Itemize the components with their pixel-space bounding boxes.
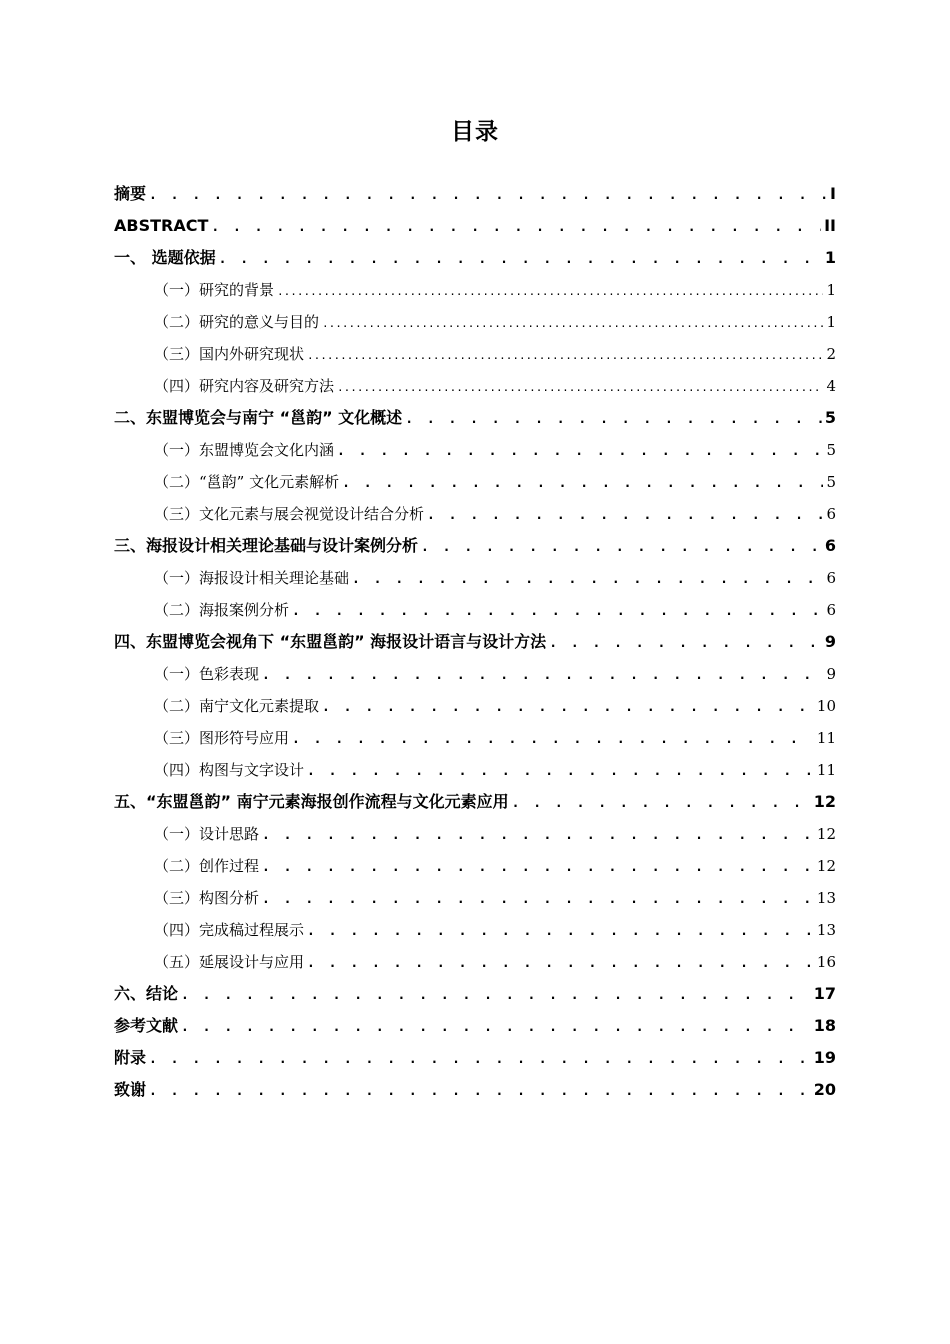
toc-entry-page-number: 5 <box>824 408 836 427</box>
toc-entry-page-number: 2 <box>826 345 836 363</box>
toc-entry-label: ABSTRACT <box>114 216 209 235</box>
toc-entry-page-number: 12 <box>816 825 836 843</box>
toc-entry-page-number: 6 <box>824 536 836 555</box>
toc-entry-label: （一）设计思路 <box>154 825 260 843</box>
toc-entry-label: 参考文献 <box>114 1016 179 1035</box>
toc-entry-page-number: 6 <box>826 569 836 587</box>
toc-entry-label: （二）“邕韵” 文化元素解析 <box>154 473 340 491</box>
toc-entry-leader <box>262 884 814 914</box>
toc-entry-leader <box>292 596 823 626</box>
toc-entry-label: （四）构图与文字设计 <box>154 761 305 779</box>
toc-entry-label: （五）延展设计与应用 <box>154 953 305 971</box>
toc-entry-leader <box>211 212 821 242</box>
toc-entry-label: 附录 <box>114 1048 147 1067</box>
toc-entry-label: （二）海报案例分析 <box>154 601 290 619</box>
toc-entry-label: 三、海报设计相关理论基础与设计案例分析 <box>114 536 419 555</box>
toc-entry-leader <box>352 564 823 594</box>
toc-entry-page-number: 5 <box>826 473 836 491</box>
toc-entry-label: （一）色彩表现 <box>154 665 260 683</box>
toc-entry-leader <box>262 852 814 882</box>
toc-entry-leader <box>342 468 823 498</box>
toc-entry[interactable] <box>114 818 836 850</box>
toc-entry-label: 六、结论 <box>114 984 179 1003</box>
toc-entry-leader <box>421 532 822 562</box>
toc-entry-page-number: 6 <box>826 505 836 523</box>
toc-entry-leader <box>307 340 823 370</box>
toc-entry-page-number: I <box>830 184 836 203</box>
toc-entry-label: 二、东盟博览会与南宁 “邕韵” 文化概述 <box>114 408 403 427</box>
toc-entry-page-number: 9 <box>824 632 836 651</box>
toc-entry-page-number: 20 <box>813 1080 836 1099</box>
toc-entry-leader <box>149 180 827 210</box>
toc-entry[interactable] <box>114 242 836 274</box>
toc-entry-leader <box>549 628 822 658</box>
toc-entry-page-number: 11 <box>816 729 836 747</box>
toc-entry-page-number: 6 <box>826 601 836 619</box>
toc-entry[interactable] <box>114 626 836 658</box>
toc-entry-label: （一）东盟博览会文化内涵 <box>154 441 335 459</box>
toc-entry-label: （三）构图分析 <box>154 889 260 907</box>
toc-entry[interactable] <box>114 370 836 402</box>
toc-entry[interactable] <box>114 498 836 530</box>
toc-entry-page-number: 18 <box>813 1016 836 1035</box>
toc-entry-label: （一）海报设计相关理论基础 <box>154 569 350 587</box>
toc-entry-page-number: 19 <box>813 1048 836 1067</box>
toc-title: 目录 <box>451 119 499 145</box>
toc-entry[interactable] <box>114 530 836 562</box>
toc-entry[interactable] <box>114 466 836 498</box>
toc-entry-leader <box>262 820 814 850</box>
toc-entry[interactable] <box>114 946 836 978</box>
toc-entry-leader <box>181 980 811 1010</box>
toc-entry[interactable] <box>114 658 836 690</box>
toc-entry-leader <box>322 308 823 338</box>
toc-entry-page-number: 1 <box>826 281 836 299</box>
toc-entry-label: （二）研究的意义与目的 <box>154 313 320 331</box>
toc-entry-label: 摘要 <box>114 184 147 203</box>
toc-entry-label: （三）图形符号应用 <box>154 729 290 747</box>
toc-entry[interactable] <box>114 274 836 306</box>
toc-entry-label: 五、“东盟邕韵” 南宁元素海报创作流程与文化元素应用 <box>114 792 509 811</box>
toc-entry-label: 一、 选题依据 <box>114 248 216 267</box>
toc-entry-label: （三）文化元素与展会视觉设计结合分析 <box>154 505 425 523</box>
toc-entry-page-number: 1 <box>824 248 836 267</box>
toc-entry[interactable] <box>114 690 836 722</box>
toc-entry-label: （三）国内外研究现状 <box>154 345 305 363</box>
toc-entry[interactable] <box>114 722 836 754</box>
toc-entry[interactable] <box>114 882 836 914</box>
toc-entry-page-number: 16 <box>816 953 836 971</box>
toc-entry-leader <box>405 404 822 434</box>
toc-entry[interactable] <box>114 402 836 434</box>
toc-entry-label: （二）南宁文化元素提取 <box>154 697 320 715</box>
toc-entry-page-number: 10 <box>816 697 836 715</box>
toc-entry-leader <box>219 244 822 274</box>
toc-entry[interactable] <box>114 594 836 626</box>
toc-entry-page-number: II <box>824 216 836 235</box>
toc-entry[interactable] <box>114 1074 836 1106</box>
toc-entry[interactable] <box>114 338 836 370</box>
toc-entry[interactable] <box>114 210 836 242</box>
toc-entry-leader <box>181 1012 811 1042</box>
toc-entry-leader <box>512 788 811 818</box>
toc-entry-leader <box>307 916 814 946</box>
toc-entry[interactable] <box>114 754 836 786</box>
toc-entry-page-number: 9 <box>826 665 836 683</box>
toc-entry-label: （二）创作过程 <box>154 857 260 875</box>
toc-entry[interactable] <box>114 178 836 210</box>
toc-entry[interactable] <box>114 562 836 594</box>
toc-entry-leader <box>292 724 814 754</box>
toc-entry-page-number: 1 <box>826 313 836 331</box>
toc-entry-page-number: 12 <box>813 792 836 811</box>
toc-entry[interactable] <box>114 434 836 466</box>
toc-entry-leader <box>262 660 823 690</box>
toc-list <box>114 178 836 1106</box>
toc-entry-label: 四、东盟博览会视角下 “东盟邕韵” 海报设计语言与设计方法 <box>114 632 547 651</box>
toc-entry[interactable] <box>114 850 836 882</box>
toc-entry-label: （一）研究的背景 <box>154 281 275 299</box>
toc-entry-page-number: 13 <box>816 921 836 939</box>
toc-entry-label: 致谢 <box>114 1080 147 1099</box>
toc-entry-leader <box>337 436 823 466</box>
toc-entry[interactable] <box>114 786 836 818</box>
toc-entry-leader <box>277 276 823 306</box>
toc-entry[interactable] <box>114 306 836 338</box>
toc-entry[interactable] <box>114 1042 836 1074</box>
toc-entry-page-number: 13 <box>816 889 836 907</box>
toc-entry[interactable] <box>114 914 836 946</box>
toc-entry-label: （四）完成稿过程展示 <box>154 921 305 939</box>
toc-entry-leader <box>307 756 814 786</box>
toc-entry-page-number: 5 <box>826 441 836 459</box>
toc-entry-label: （四）研究内容及研究方法 <box>154 377 335 395</box>
toc-entry-page-number: 12 <box>816 857 836 875</box>
toc-entry[interactable] <box>114 1010 836 1042</box>
toc-entry-leader <box>307 948 814 978</box>
toc-entry-leader <box>427 500 823 530</box>
toc-entry-leader <box>322 692 814 722</box>
toc-entry-leader <box>149 1044 811 1074</box>
toc-entry-leader <box>149 1076 811 1106</box>
toc-entry-leader <box>337 372 823 402</box>
toc-entry[interactable] <box>114 978 836 1010</box>
toc-entry-page-number: 17 <box>813 984 836 1003</box>
toc-entry-page-number: 11 <box>816 761 836 779</box>
toc-entry-page-number: 4 <box>826 377 836 395</box>
